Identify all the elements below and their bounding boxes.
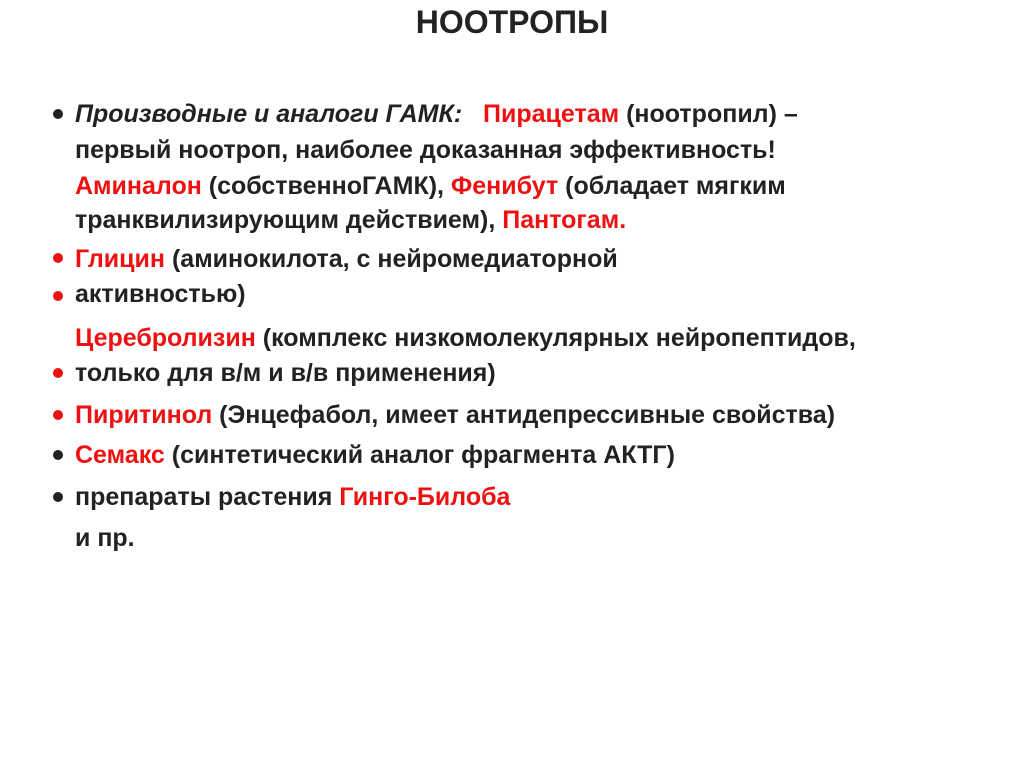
bullet-icon: [53, 410, 63, 420]
bullet-icon: [53, 450, 63, 460]
bullet-line: [75, 481, 510, 513]
drug-note: (собственноГАМК),: [201, 172, 451, 200]
drug-name: Аминалон: [75, 172, 202, 200]
bullet-line: [75, 170, 786, 202]
drug-note: препараты растения: [75, 483, 340, 511]
drug-note: (обладает мягким: [558, 172, 786, 200]
category-label: Производные и аналоги ГАМК:: [75, 100, 463, 128]
drug-name: Пиритинол: [75, 401, 213, 429]
drug-name: Семакс: [75, 441, 165, 469]
bullet-icon: [53, 368, 63, 378]
drug-note: (ноотропил) –: [619, 100, 798, 128]
bullet-line: [75, 439, 675, 471]
bullet-icon: [53, 492, 63, 502]
bullet-icon: [53, 253, 63, 263]
drug-note: (комплекс низкомолекулярных нейропептидов,: [255, 324, 856, 352]
drug-note: активностью): [75, 280, 246, 308]
bullet-line: [75, 134, 776, 166]
bullet-line: [75, 522, 135, 554]
bullet-line: [75, 204, 626, 236]
drug-note: (аминокилота, с нейромедиаторной: [165, 245, 618, 273]
drug-name: Глицин: [75, 245, 166, 273]
bullet-icon: [53, 109, 63, 119]
slide-title: НООТРОПЫ: [415, 4, 609, 40]
bullet-line: [75, 322, 856, 354]
drug-note: (синтетический аналог фрагмента АКТГ): [164, 441, 675, 469]
bullet-line: [75, 278, 246, 310]
drug-note: только для в/м и в/в применения): [75, 359, 496, 387]
bullet-icon: [53, 291, 63, 301]
drug-name: Фенибут: [450, 172, 559, 200]
drug-name: Пантогам.: [502, 206, 627, 234]
bullet-line: [75, 243, 618, 275]
drug-name: Пирацетам: [483, 100, 620, 128]
bullet-line: [75, 98, 798, 130]
bullet-line: [75, 399, 835, 431]
bullet-line: [75, 357, 496, 389]
drug-note: первый ноотроп, наиболее доказанная эффективность!: [75, 136, 776, 164]
drug-note: транквилизирующим действием),: [75, 206, 503, 234]
drug-name: Церебролизин: [75, 324, 256, 352]
drug-note: и пр.: [75, 524, 135, 552]
drug-note: (Энцефабол, имеет антидепрессивные свойства): [212, 401, 836, 429]
drug-name: Гинго-Билоба: [339, 483, 511, 511]
